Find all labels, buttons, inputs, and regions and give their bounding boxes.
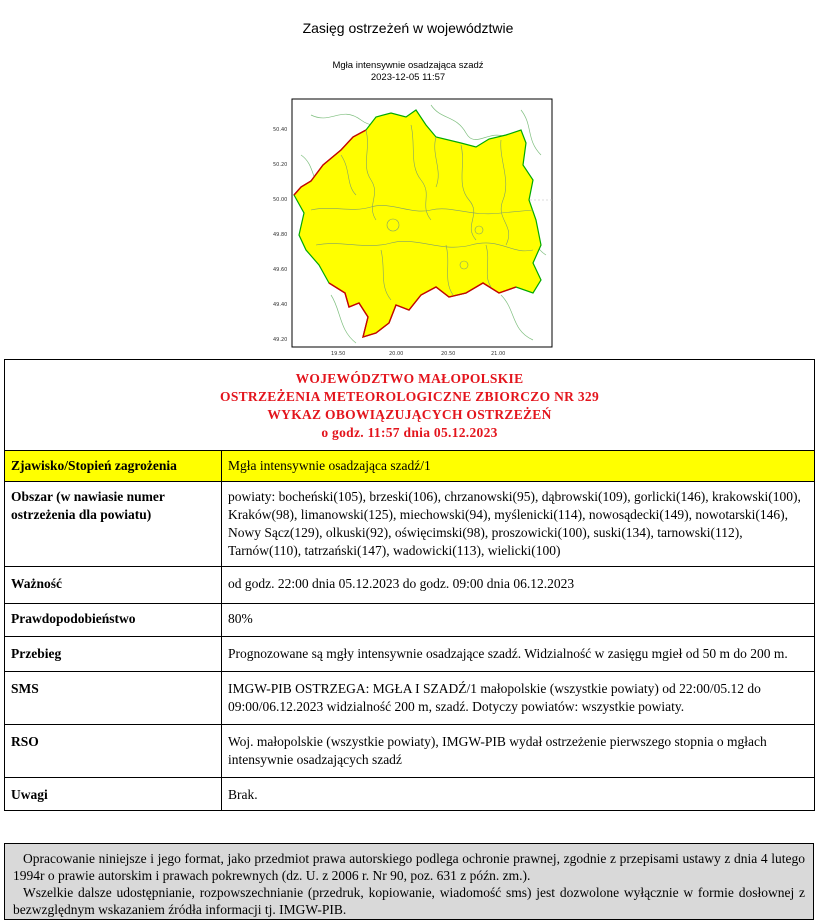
y-tick-label: 49.60	[273, 267, 288, 273]
sms-value: IMGW-PIB OSTRZEGA: MGŁA I SZADŹ/1 małopolskie (wszystkie powiaty) od 22:00/05.12 do 09:00/06.12.2023 widzialność 200 m, szadź. Dotyczy powiatów: wszystkie powiaty.	[222, 672, 815, 725]
area-value: powiaty: bocheński(105), brzeski(106), chrzanowski(95), dąbrowski(109), gorlicki(146), krakowski(100), Kraków(98), limanowski(125), miechowski(94), myślenicki(114), nowosądecki(149), nowotarski(146), Nowy Sącz(129), olkuski(92), oświęcimski(98), proszowicki(100), suski(134), tarnowski(112), Tarnów(110), tatrzański(147), wadowicki(113), wielicki(100)	[222, 482, 815, 567]
redistribution-notice: Wszelkie dalsze udostępnianie, rozpowszechnianie (przedruk, kopiowanie, wiadomość sms) jest dozwolone wyłącznie w formie dosłownej z bezwzględnym wskazaniem źródła informacji tj. IMGW-PIB.	[13, 885, 805, 917]
warning-map	[271, 95, 556, 357]
table-header	[5, 360, 815, 451]
y-tick-label: 49.40	[273, 302, 288, 308]
notes-value: Brak.	[222, 778, 815, 811]
table-row	[5, 451, 815, 482]
copyright-footer	[4, 843, 814, 920]
probability-label: Prawdopodobieństwo	[5, 604, 222, 637]
table-row	[5, 725, 815, 778]
validity-label: Ważność	[5, 567, 222, 604]
x-axis-ticks	[331, 351, 505, 357]
y-tick-label: 50.20	[273, 162, 288, 168]
issue-time-title: o godz. 11:57 dnia 05.12.2023	[321, 425, 498, 440]
area-label: Obszar (w nawiasie numer ostrzeżenia dla powiatu)	[5, 482, 222, 567]
x-tick-label: 20.50	[441, 351, 456, 357]
warnings-number-title: OSTRZEŻENIA METEOROLOGICZNE ZBIORCZO NR 329	[220, 389, 599, 404]
table-row	[5, 672, 815, 725]
validity-value: od godz. 22:00 dnia 05.12.2023 do godz. 09:00 dnia 06.12.2023	[222, 567, 815, 604]
y-tick-label: 50.40	[273, 127, 288, 133]
map-warning-name: Mgła intensywnie osadzająca szadź	[332, 60, 484, 71]
rso-value: Woj. małopolskie (wszystkie powiaty), IMGW-PIB wydał ostrzeżenie pierwszego stopnia o mgłach intensywnie osadzających szadź	[222, 725, 815, 778]
map-caption	[0, 60, 816, 84]
table-row	[5, 604, 815, 637]
sms-label: SMS	[5, 672, 222, 725]
table-header-row	[5, 360, 815, 451]
page-title: Zasięg ostrzeżeń w województwie	[302, 20, 514, 36]
phenomenon-label: Zjawisko/Stopień zagrożenia	[5, 451, 222, 482]
y-tick-label: 49.20	[273, 337, 288, 343]
phenomenon-value: Mgła intensywnie osadzająca szadź/1	[222, 451, 815, 482]
x-tick-label: 20.00	[389, 351, 404, 357]
y-axis-ticks	[273, 127, 287, 343]
course-value: Prognozowane są mgły intensywnie osadzające szadź. Widzialność w zasięgu mgieł od 50 m do 200 m.	[222, 637, 815, 672]
notes-label: Uwagi	[5, 778, 222, 811]
x-tick-label: 21.00	[491, 351, 506, 357]
active-warnings-title: WYKAZ OBOWIĄZUJĄCYCH OSTRZEŻEŃ	[267, 407, 552, 422]
table-row	[5, 482, 815, 567]
y-tick-label: 50.00	[273, 197, 288, 203]
table-row	[5, 567, 815, 604]
warnings-table	[4, 359, 815, 811]
map-datetime: 2023-12-05 11:57	[370, 72, 446, 83]
copyright-notice: Opracowanie niniejsze i jego format, jako przedmiot prawa autorskiego podlega ochronie prawnej, zgodnie z przepisami ustawy z dnia 4 lutego 1994r o prawie autorskim i prawach pokrewnych (dz. U. z 2006 r. Nr 90, poz. 631 z późn. zm.).	[13, 851, 805, 883]
probability-value: 80%	[222, 604, 815, 637]
course-label: Przebieg	[5, 637, 222, 672]
rso-label: RSO	[5, 725, 222, 778]
x-tick-label: 19.50	[331, 351, 346, 357]
y-tick-label: 49.80	[273, 232, 288, 238]
table-row	[5, 778, 815, 811]
voivodeship-title: WOJEWÓDZTWO MAŁOPOLSKIE	[295, 371, 524, 386]
table-row	[5, 637, 815, 672]
